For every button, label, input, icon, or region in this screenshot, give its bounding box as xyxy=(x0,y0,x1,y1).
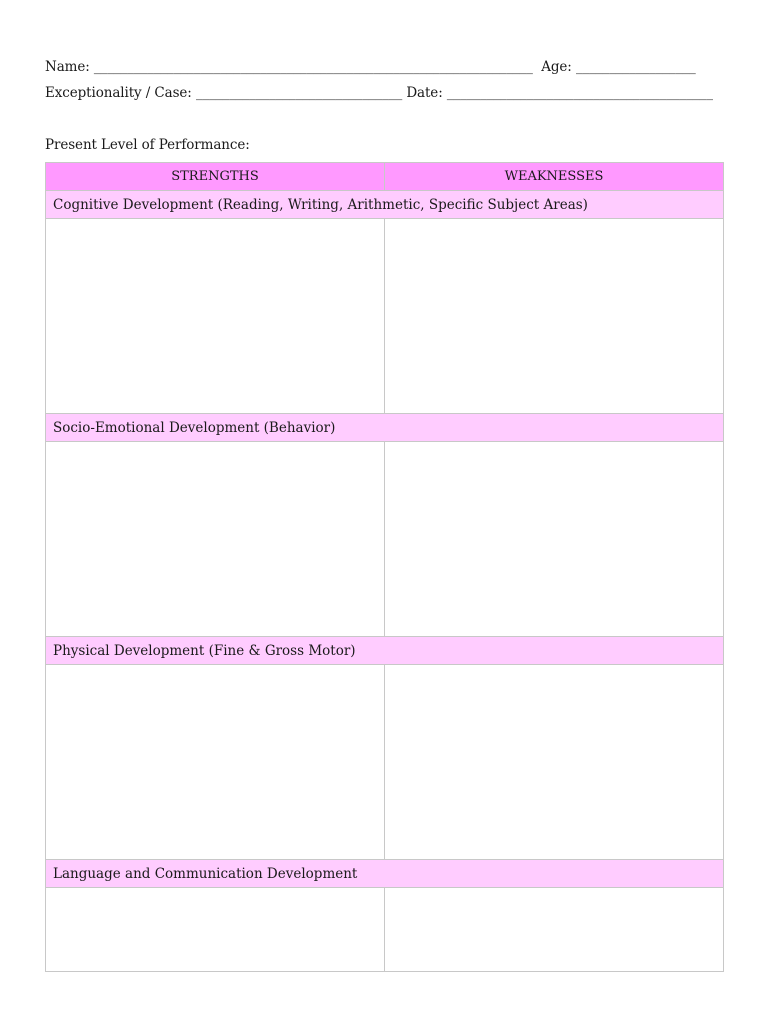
date-label: Date: xyxy=(406,85,443,101)
entry-row-socio-emotional xyxy=(46,442,724,637)
section-label-physical: Physical Development (Fine & Gross Motor) xyxy=(46,637,724,665)
age-field[interactable]: __________________ xyxy=(575,59,696,75)
cognitive-weaknesses-cell[interactable] xyxy=(385,219,724,414)
section-title: Present Level of Performance: xyxy=(45,137,250,153)
entry-row-physical xyxy=(46,665,724,860)
socio-emotional-weaknesses-cell[interactable] xyxy=(385,442,724,637)
section-label-language: Language and Communication Development xyxy=(46,860,724,888)
physical-weaknesses-cell[interactable] xyxy=(385,665,724,860)
section-row-cognitive xyxy=(46,191,724,219)
date-field[interactable]: ________________________________________ xyxy=(446,85,713,101)
section-row-language xyxy=(46,860,724,888)
name-label: Name: xyxy=(45,59,90,75)
section-label-socio-emotional: Socio-Emotional Development (Behavior) xyxy=(46,414,724,442)
socio-emotional-strengths-cell[interactable] xyxy=(46,442,385,637)
language-weaknesses-cell[interactable] xyxy=(385,888,724,972)
weaknesses-header: WEAKNESSES xyxy=(385,163,724,191)
case-label: Exceptionality / Case: xyxy=(45,85,192,101)
section-row-physical xyxy=(46,637,724,665)
entry-row-cognitive xyxy=(46,219,724,414)
section-row-socio-emotional xyxy=(46,414,724,442)
case-field[interactable]: _______________________________ xyxy=(195,85,403,101)
cognitive-strengths-cell[interactable] xyxy=(46,219,385,414)
entry-row-language xyxy=(46,888,724,972)
performance-table xyxy=(45,162,724,972)
name-age-line xyxy=(45,59,696,75)
strengths-header: STRENGTHS xyxy=(46,163,385,191)
name-field[interactable]: __________________________________________________________________ xyxy=(93,59,533,75)
case-date-line xyxy=(45,85,713,101)
age-label: Age: xyxy=(541,59,572,75)
language-strengths-cell[interactable] xyxy=(46,888,385,972)
physical-strengths-cell[interactable] xyxy=(46,665,385,860)
table-header-row xyxy=(46,163,724,191)
section-label-cognitive: Cognitive Development (Reading, Writing, Arithmetic, Specific Subject Areas) xyxy=(46,191,724,219)
